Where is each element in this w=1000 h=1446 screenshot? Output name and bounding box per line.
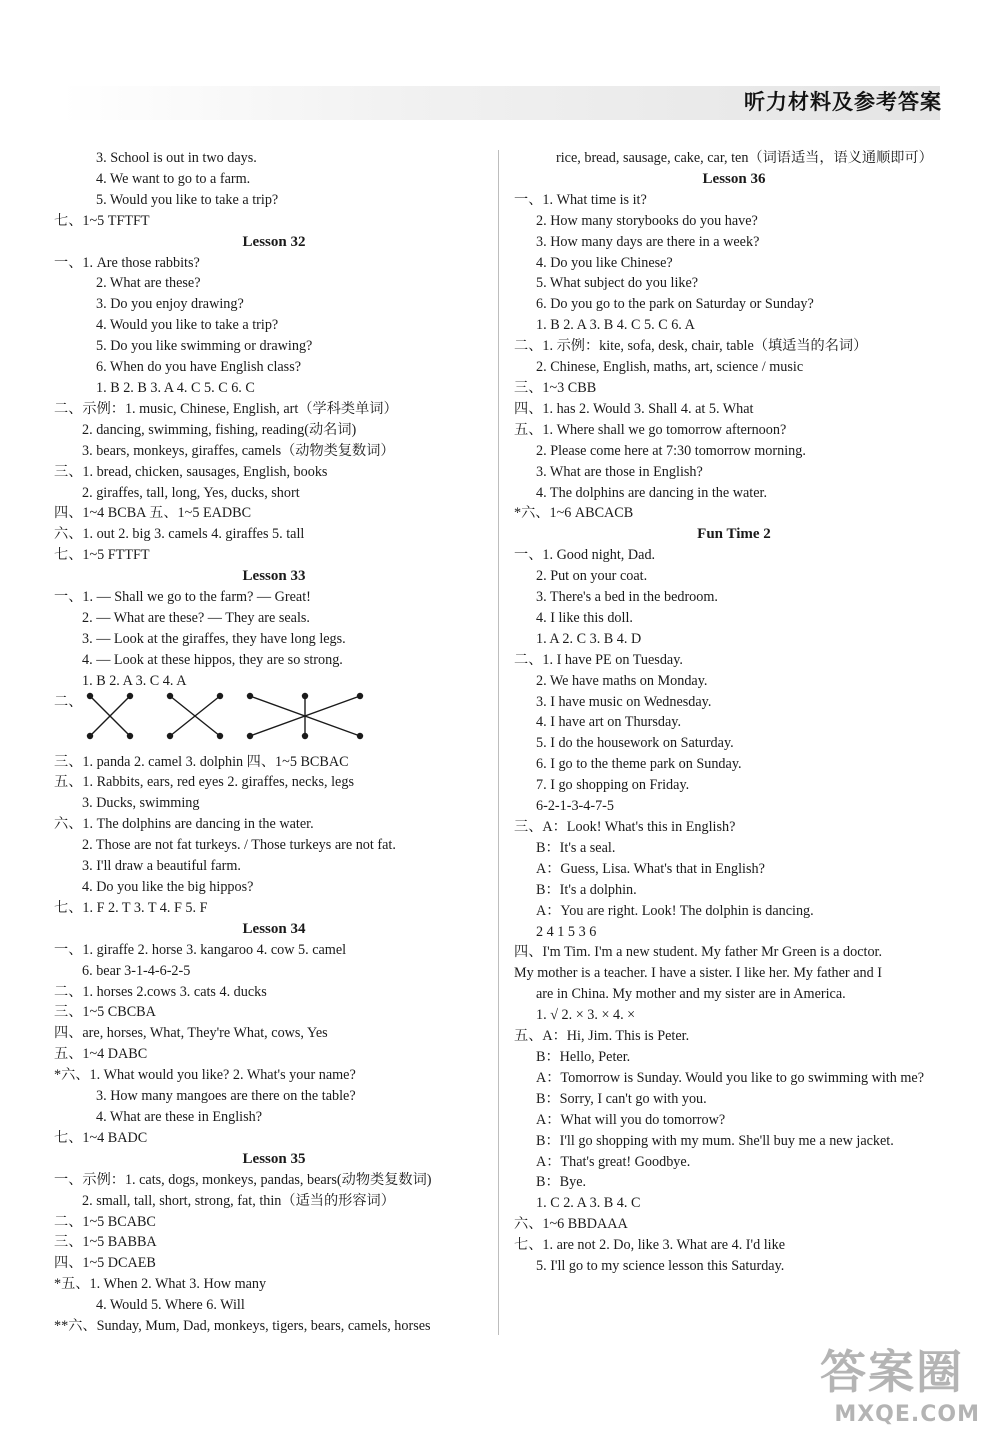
- answer-line: 4. I have art on Thursday.: [536, 714, 681, 731]
- answer-line: A：Guess, Lisa. What's that in English?: [536, 860, 765, 877]
- answer-line: 2. Chinese, English, maths, art, science / music: [536, 359, 804, 376]
- answer-line: 三、1~5 CBCBA: [54, 1004, 156, 1021]
- answer-line: 4. What are these in English?: [96, 1108, 262, 1125]
- answer-line: 2. — What are these? — They are seals.: [82, 609, 310, 626]
- matching-lines-diagram: [74, 688, 394, 746]
- matching-dot: [247, 692, 253, 698]
- lesson-heading: Lesson 34: [242, 920, 306, 937]
- matching-dot: [247, 732, 253, 738]
- answer-line: B：Bye.: [536, 1174, 587, 1191]
- answer-line: 二、1. I have PE on Tuesday.: [514, 651, 683, 668]
- answer-line: 五、1~4 DABC: [54, 1046, 148, 1063]
- answer-line: 二、示例：1. music, Chinese, English, art（学科类单词）: [54, 400, 398, 417]
- right-column: [514, 148, 954, 1277]
- answer-line: 5. Would you like to take a trip?: [96, 191, 279, 208]
- answer-line: 七、1~5 FTTFT: [54, 547, 150, 564]
- answer-line: 2. Put on your coat.: [536, 568, 648, 585]
- answer-line: 1. B 2. A 3. C 4. A: [82, 672, 187, 689]
- answer-line: 1. B 2. B 3. A 4. C 5. C 6. C: [96, 379, 255, 396]
- answer-line: 2. giraffes, tall, long, Yes, ducks, short: [82, 484, 300, 501]
- answer-line: 六、1~6 BBDAAA: [514, 1216, 628, 1233]
- answer-line: 2 4 1 5 3 6: [536, 923, 597, 940]
- answer-line: 四、1. has 2. Would 3. Shall 4. at 5. What: [514, 400, 754, 417]
- answer-line: 四、I'm Tim. I'm a new student. My father Mr Green is a doctor.: [514, 944, 883, 961]
- answer-line: *六、1. What would you like? 2. What's your name?: [54, 1067, 356, 1084]
- matching-dot: [167, 732, 173, 738]
- answer-line: 1. B 2. A 3. B 4. C 5. C 6. A: [536, 317, 695, 334]
- answer-line: 7. I go shopping on Friday.: [536, 777, 690, 794]
- answer-line: 二、: [54, 693, 83, 710]
- answer-line: My mother is a teacher. I have a sister. I like her. My father and I: [514, 965, 882, 982]
- answer-line: 三、1~3 CBB: [514, 379, 597, 396]
- answer-line: 3. I have music on Wednesday.: [536, 693, 712, 710]
- answer-line: 一、示例：1. cats, dogs, monkeys, pandas, bears(动物类复数词): [54, 1171, 432, 1188]
- answer-line: 3. — Look at the giraffes, they have long legs.: [82, 630, 346, 647]
- matching-dot: [302, 692, 308, 698]
- answer-line: 2. Please come here at 7:30 tomorrow morning.: [536, 442, 806, 459]
- answer-line: 一、1. Good night, Dad.: [514, 547, 656, 564]
- answer-line: 七、1. F 2. T 3. T 4. F 5. F: [54, 899, 208, 916]
- answer-line: 三、1~5 BABBA: [54, 1234, 157, 1251]
- answer-line: A：That's great! Goodbye.: [536, 1153, 691, 1170]
- answer-line: 一、1. giraffe 2. horse 3. kangaroo 4. cow 5. camel: [54, 941, 347, 958]
- answer-line: 一、1. — Shall we go to the farm? — Great!: [54, 589, 311, 606]
- answer-line: 5. I do the housework on Saturday.: [536, 735, 734, 752]
- answer-line: A：You are right. Look! The dolphin is dancing.: [536, 902, 814, 919]
- column-divider: [498, 150, 499, 1335]
- matching-dot: [357, 732, 363, 738]
- answer-line: rice, bread, sausage, cake, car, ten（词语适当，语义通顺即可）: [556, 150, 933, 166]
- answer-line: 3. How many mangoes are there on the table?: [96, 1088, 356, 1105]
- answer-line: 七、1~4 BADC: [54, 1129, 148, 1146]
- answer-line: 2. small, tall, short, strong, fat, thin（适当的形容词）: [82, 1192, 395, 1209]
- answer-line: 五、1. Rabbits, ears, red eyes 2. giraffes, necks, legs: [54, 774, 354, 791]
- answer-line: B：I'll go shopping with my mum. She'll buy me a new jacket.: [536, 1132, 894, 1149]
- answer-line: 四、1~4 BCBA 五、1~5 EADBC: [54, 505, 252, 522]
- answer-line: **六、Sunday, Mum, Dad, monkeys, tigers, bears, camels, horses: [54, 1318, 431, 1335]
- answer-line: 1. C 2. A 3. B 4. C: [536, 1195, 641, 1212]
- answer-line: 七、1~5 TFTFT: [54, 212, 150, 229]
- answer-line: 3. School is out in two days.: [96, 150, 257, 166]
- matching-dot: [217, 732, 223, 738]
- page-title: 听力材料及参考答案: [744, 90, 942, 114]
- answer-line: 2. We have maths on Monday.: [536, 672, 708, 689]
- answer-line: 1. √ 2. × 3. × 4. ×: [536, 1007, 636, 1024]
- answer-line: 2. dancing, swimming, fishing, reading(动名词): [82, 421, 357, 438]
- answer-line: 6. When do you have English class?: [96, 359, 302, 376]
- answer-line: 4. We want to go to a farm.: [96, 170, 251, 187]
- answer-line: 二、1. horses 2.cows 3. cats 4. ducks: [54, 983, 267, 1000]
- answer-line: 5. What subject do you like?: [536, 275, 699, 292]
- answer-line: 3. Do you enjoy drawing?: [96, 296, 244, 313]
- answer-line: 2. What are these?: [96, 275, 201, 292]
- answer-line: 3. I'll draw a beautiful farm.: [82, 858, 241, 875]
- watermark-url: MXQE.COM: [834, 1402, 980, 1427]
- answer-line: *六、1~6 ABCACB: [514, 505, 634, 522]
- answer-line: are in China. My mother and my sister are in America.: [536, 986, 846, 1003]
- matching-exercise: [54, 692, 494, 752]
- answer-line: 5. I'll go to my science lesson this Saturday.: [536, 1258, 785, 1275]
- answer-line: 二、1. 示例：kite, sofa, desk, chair, table（填适当的名词）: [514, 338, 868, 355]
- lesson-heading: Lesson 33: [242, 568, 306, 585]
- watermark-logo: 答案圈: [820, 1345, 964, 1399]
- answer-line: 6. bear 3-1-4-6-2-5: [82, 962, 191, 979]
- answer-line: A：What will you do tomorrow?: [536, 1111, 726, 1128]
- answer-line: 七、1. are not 2. Do, like 3. What are 4. I'd like: [514, 1237, 785, 1254]
- answer-line: 3. bears, monkeys, giraffes, camels（动物类复数词）: [82, 442, 395, 459]
- answer-line: 4. Do you like Chinese?: [536, 254, 673, 271]
- matching-dot: [167, 692, 173, 698]
- answer-line: 2. How many storybooks do you have?: [536, 212, 758, 229]
- answer-line: 三、A：Look! What's this in English?: [514, 819, 736, 835]
- answer-line: 3. Ducks, swimming: [82, 795, 200, 812]
- answer-line: B：Hello, Peter.: [536, 1048, 631, 1065]
- answer-line: 6-2-1-3-4-7-5: [536, 798, 615, 815]
- answer-line: 4. — Look at these hippos, they are so strong.: [82, 651, 343, 668]
- answer-line: 1. A 2. C 3. B 4. D: [536, 630, 642, 647]
- answer-line: 五、A：Hi, Jim. This is Peter.: [514, 1028, 690, 1045]
- answer-line: 3. What are those in English?: [536, 463, 703, 480]
- matching-dot: [217, 692, 223, 698]
- answer-line: 六、1. The dolphins are dancing in the water.: [54, 816, 314, 833]
- matching-dot: [87, 692, 93, 698]
- matching-dot: [127, 692, 133, 698]
- answer-line: A：Tomorrow is Sunday. Would you like to go swimming with me?: [536, 1069, 924, 1086]
- answer-line: *五、1. When 2. What 3. How many: [54, 1276, 267, 1293]
- answer-line: 4. The dolphins are dancing in the water.: [536, 484, 768, 501]
- matching-dot: [302, 732, 308, 738]
- lesson-heading: Lesson 35: [242, 1150, 306, 1167]
- answer-line: 3. There's a bed in the bedroom.: [536, 589, 718, 606]
- answer-line: 六、1. out 2. big 3. camels 4. giraffes 5. tall: [54, 526, 305, 543]
- answer-line: 三、1. bread, chicken, sausages, English, books: [54, 463, 328, 480]
- left-column: [54, 148, 494, 1337]
- matching-dot: [127, 732, 133, 738]
- answer-line: 4. Would you like to take a trip?: [96, 317, 279, 334]
- answer-line: 5. Do you like swimming or drawing?: [96, 338, 313, 355]
- answer-line: B：It's a seal.: [536, 839, 616, 856]
- answer-line: B：Sorry, I can't go with you.: [536, 1090, 707, 1107]
- answer-line: 二、1~5 BCABC: [54, 1213, 156, 1230]
- answer-line: 一、1. What time is it?: [514, 191, 647, 208]
- matching-dot: [357, 692, 363, 698]
- answer-line: 三、1. panda 2. camel 3. dolphin 四、1~5 BCBAC: [54, 753, 349, 770]
- answer-line: 四、1~5 DCAEB: [54, 1255, 156, 1272]
- answer-line: 6. I go to the theme park on Sunday.: [536, 756, 742, 773]
- lesson-heading: Lesson 36: [702, 170, 766, 187]
- answer-line: 6. Do you go to the park on Saturday or Sunday?: [536, 296, 814, 313]
- answer-line: 4. I like this doll.: [536, 609, 633, 626]
- lesson-heading: Fun Time 2: [697, 526, 771, 543]
- answer-line: 3. How many days are there in a week?: [536, 233, 760, 250]
- answer-line: 四、are, horses, What, They're What, cows, Yes: [54, 1025, 328, 1042]
- answer-line: B：It's a dolphin.: [536, 881, 637, 898]
- answer-line: 4. Do you like the big hippos?: [82, 879, 254, 895]
- answer-line: 2. Those are not fat turkeys. / Those turkeys are not fat.: [82, 837, 396, 854]
- matching-dot: [87, 732, 93, 738]
- answer-line: 4. Would 5. Where 6. Will: [96, 1297, 245, 1314]
- answer-line: 一、1. Are those rabbits?: [54, 254, 200, 271]
- watermark: [820, 1336, 980, 1436]
- answer-line: 五、1. Where shall we go tomorrow afternoon?: [514, 421, 787, 438]
- lesson-heading: Lesson 32: [242, 233, 306, 250]
